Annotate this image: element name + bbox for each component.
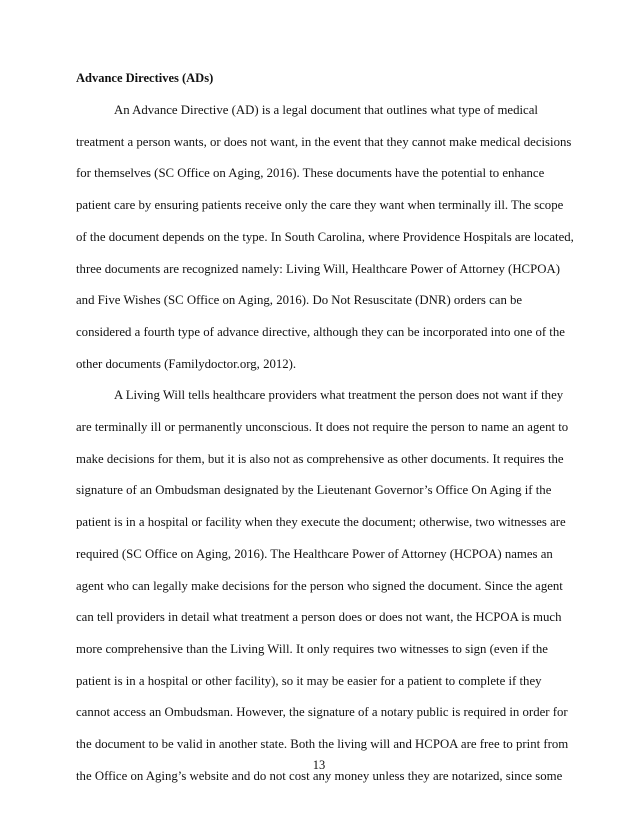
paragraph-line: An Advance Directive (AD) is a legal document that outlines what type of medical: [114, 103, 538, 117]
paragraph-line: patient is in a hospital or other facility), so it may be easier for a patient to complete if they: [76, 673, 542, 688]
paragraph-line: patient is in a hospital or facility when they execute the document; otherwise, two witnesses are: [76, 515, 566, 530]
paragraph-line: signature of an Ombudsman designated by the Lieutenant Governor’s Office On Aging if the: [76, 483, 552, 498]
paragraph-line: considered a fourth type of advance directive, although they can be incorporated into one of the: [76, 324, 565, 339]
paragraph-line: required (SC Office on Aging, 2016). The Healthcare Power of Attorney (HCPOA) names an: [76, 546, 553, 561]
paragraph-line: three documents are recognized namely: Living Will, Healthcare Power of Attorney (HCPOA): [76, 261, 560, 276]
paragraph-line: are terminally ill or permanently unconscious. It does not require the person to name an agent to: [76, 420, 569, 434]
paragraph-line: can tell providers in detail what treatment a person does or does not want, the HCPOA is much: [76, 610, 562, 625]
page-number: 13: [312, 758, 326, 772]
paragraph-line: A Living Will tells healthcare providers what treatment the person does not want if they: [114, 388, 564, 403]
paragraph-line: treatment a person wants, or does not want, in the event that they cannot make medical decisions: [76, 134, 572, 149]
paragraph-line: make decisions for them, but it is also not as comprehensive as other documents. It requires the: [76, 451, 564, 466]
paragraph-line: and Five Wishes (SC Office on Aging, 2016). Do Not Resuscitate (DNR) orders can be: [76, 293, 523, 308]
paragraph-line: the document to be valid in another state. Both the living will and HCPOA are free to print from: [76, 737, 569, 751]
paragraph-line: agent who can legally make decisions for the person who signed the document. Since the agent: [76, 578, 563, 593]
paragraph-line: more comprehensive than the Living Will. It only requires two witnesses to sign (even if the: [76, 641, 548, 656]
paragraph-line: of the document depends on the type. In South Carolina, where Providence Hospitals are located,: [76, 229, 574, 244]
paragraph-line: other documents (Familydoctor.org, 2012).: [76, 356, 297, 371]
section-heading: Advance Directives (ADs): [76, 71, 214, 85]
paragraph-line: the Office on Aging’s website and do not cost any money unless they are notarized, since some: [76, 768, 563, 783]
paragraph-line: cannot access an Ombudsman. However, the signature of a notary public is required in order for: [76, 705, 568, 720]
paragraph-line: for themselves (SC Office on Aging, 2016). These documents have the potential to enhance: [76, 166, 545, 181]
paragraph-line: patient care by ensuring patients receive only the care they want when terminally ill. The scope: [76, 198, 564, 213]
